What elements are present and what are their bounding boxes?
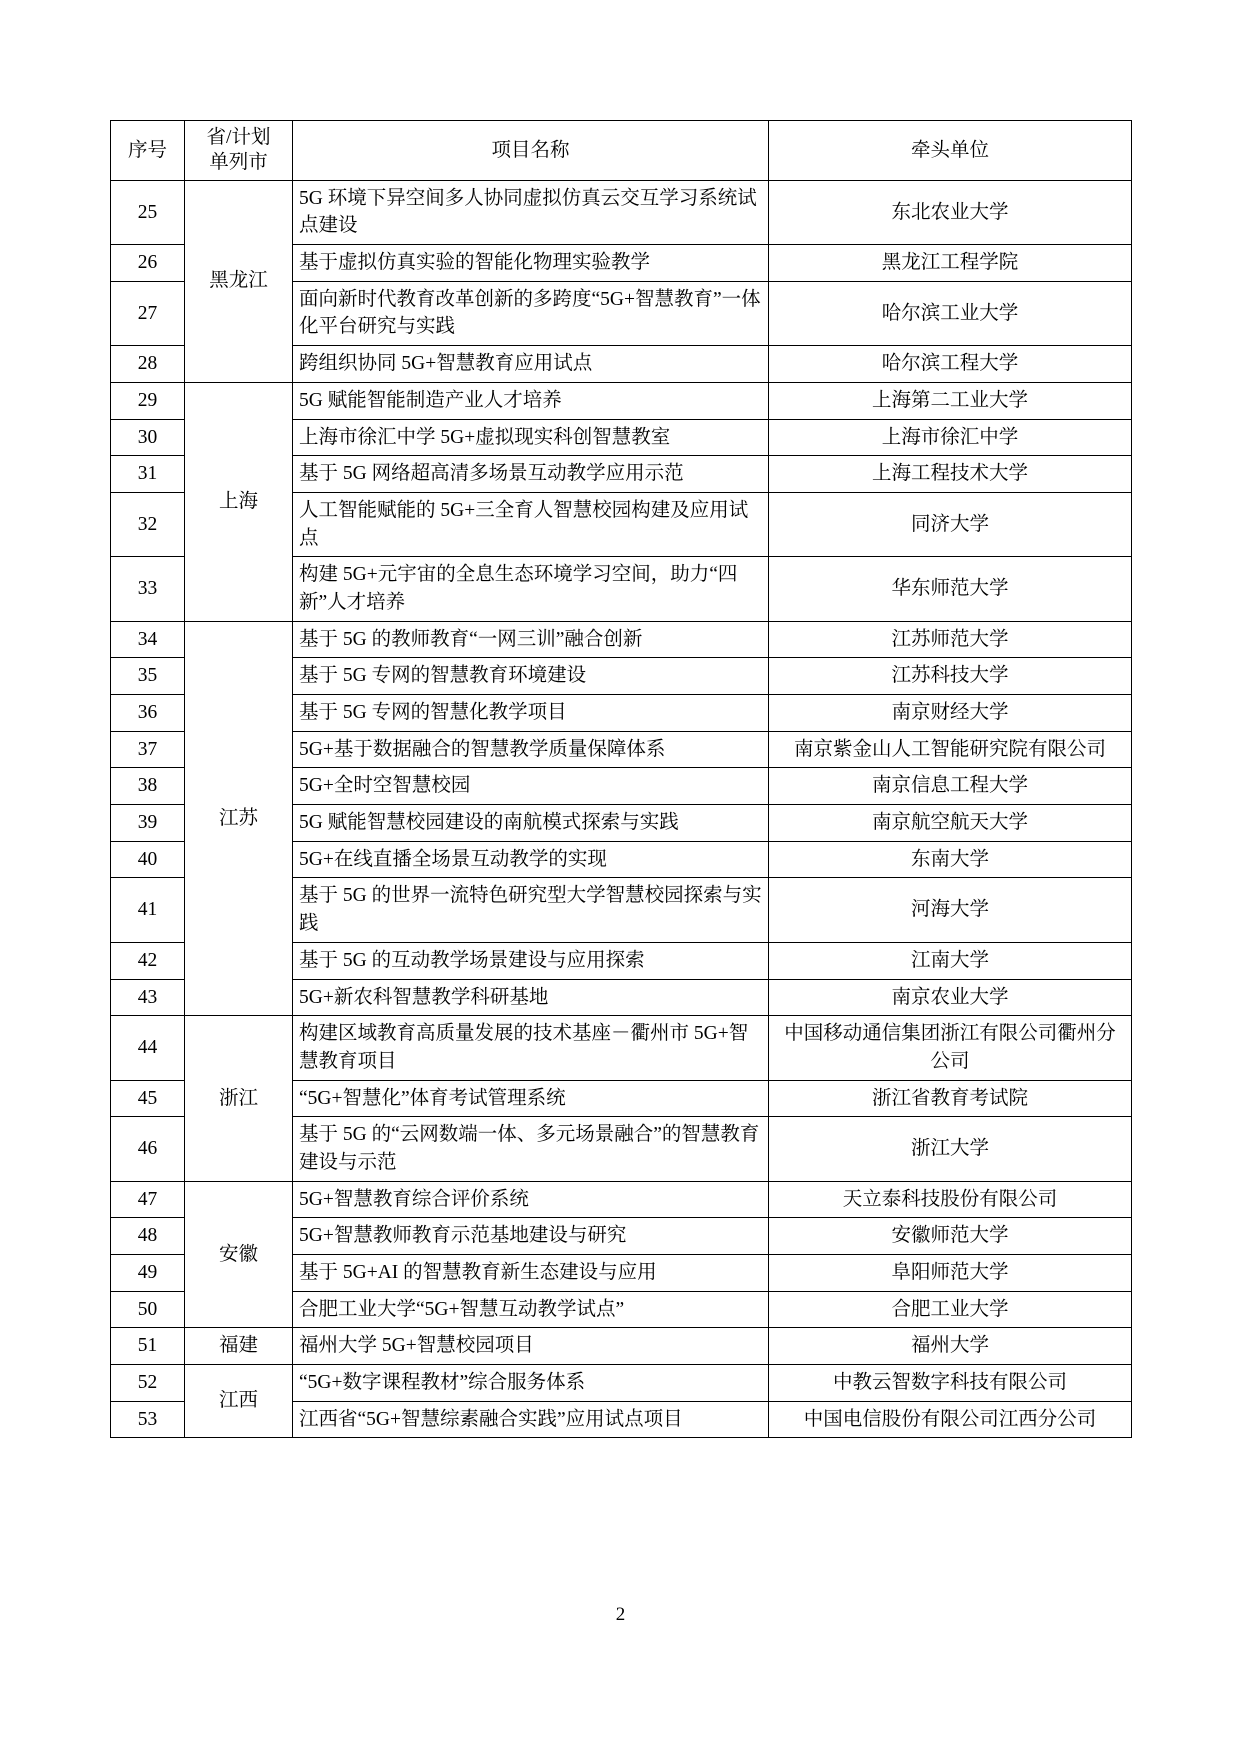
table-row bbox=[111, 621, 1132, 658]
cell-project: 上海市徐汇中学 5G+虚拟现实科创智慧教室 bbox=[293, 419, 769, 456]
cell-unit: 哈尔滨工业大学 bbox=[769, 281, 1132, 345]
table-row bbox=[111, 382, 1132, 419]
cell-seq: 33 bbox=[111, 557, 185, 621]
cell-unit: 华东师范大学 bbox=[769, 557, 1132, 621]
cell-unit: 中国电信股份有限公司江西分公司 bbox=[769, 1401, 1132, 1438]
cell-unit: 浙江大学 bbox=[769, 1117, 1132, 1181]
page-number: 2 bbox=[615, 1604, 626, 1625]
cell-project: 5G+基于数据融合的智慧教学质量保障体系 bbox=[293, 731, 769, 768]
cell-unit: 南京财经大学 bbox=[769, 695, 1132, 732]
cell-project: 福州大学 5G+智慧校园项目 bbox=[293, 1328, 769, 1365]
cell-province: 江西 bbox=[185, 1365, 293, 1438]
cell-province: 上海 bbox=[185, 382, 293, 621]
table-row bbox=[111, 1181, 1132, 1218]
cell-seq: 42 bbox=[111, 942, 185, 979]
cell-project: “5G+数字课程教材”综合服务体系 bbox=[293, 1365, 769, 1402]
cell-unit: 合肥工业大学 bbox=[769, 1291, 1132, 1328]
cell-project: 5G 赋能智慧校园建设的南航模式探索与实践 bbox=[293, 805, 769, 842]
cell-unit: 天立泰科技股份有限公司 bbox=[769, 1181, 1132, 1218]
cell-project: 5G+全时空智慧校园 bbox=[293, 768, 769, 805]
cell-project: 面向新时代教育改革创新的多跨度“5G+智慧教育”一体化平台研究与实践 bbox=[293, 281, 769, 345]
cell-project: 合肥工业大学“5G+智慧互动教学试点” bbox=[293, 1291, 769, 1328]
cell-project: 人工智能赋能的 5G+三全育人智慧校园构建及应用试点 bbox=[293, 492, 769, 556]
cell-unit: 黑龙江工程学院 bbox=[769, 245, 1132, 282]
cell-unit: 东北农业大学 bbox=[769, 180, 1132, 244]
cell-project: 基于 5G 专网的智慧教育环境建设 bbox=[293, 658, 769, 695]
cell-seq: 43 bbox=[111, 979, 185, 1016]
header-project: 项目名称 bbox=[293, 121, 769, 181]
cell-project: 基于 5G 的互动教学场景建设与应用探索 bbox=[293, 942, 769, 979]
cell-project: 5G 环境下异空间多人协同虚拟仿真云交互学习系统试点建设 bbox=[293, 180, 769, 244]
cell-project: 基于虚拟仿真实验的智能化物理实验教学 bbox=[293, 245, 769, 282]
header-unit: 牵头单位 bbox=[769, 121, 1132, 181]
cell-seq: 40 bbox=[111, 841, 185, 878]
cell-seq: 38 bbox=[111, 768, 185, 805]
cell-unit: 南京紫金山人工智能研究院有限公司 bbox=[769, 731, 1132, 768]
cell-seq: 36 bbox=[111, 695, 185, 732]
cell-seq: 51 bbox=[111, 1328, 185, 1365]
cell-unit: 安徽师范大学 bbox=[769, 1218, 1132, 1255]
cell-seq: 32 bbox=[111, 492, 185, 556]
cell-unit: 南京信息工程大学 bbox=[769, 768, 1132, 805]
cell-seq: 52 bbox=[111, 1365, 185, 1402]
cell-seq: 41 bbox=[111, 878, 185, 942]
cell-seq: 49 bbox=[111, 1255, 185, 1292]
cell-unit: 福州大学 bbox=[769, 1328, 1132, 1365]
cell-seq: 47 bbox=[111, 1181, 185, 1218]
header-province bbox=[185, 121, 293, 181]
cell-seq: 45 bbox=[111, 1080, 185, 1117]
cell-unit: 中国移动通信集团浙江有限公司衢州分公司 bbox=[769, 1016, 1132, 1080]
cell-project: 基于 5G 专网的智慧化教学项目 bbox=[293, 695, 769, 732]
cell-unit: 上海工程技术大学 bbox=[769, 456, 1132, 493]
cell-seq: 28 bbox=[111, 346, 185, 383]
cell-project: “5G+智慧化”体育考试管理系统 bbox=[293, 1080, 769, 1117]
table-row bbox=[111, 180, 1132, 244]
cell-seq: 35 bbox=[111, 658, 185, 695]
cell-unit: 中教云智数字科技有限公司 bbox=[769, 1365, 1132, 1402]
cell-seq: 29 bbox=[111, 382, 185, 419]
cell-unit: 南京农业大学 bbox=[769, 979, 1132, 1016]
cell-unit: 同济大学 bbox=[769, 492, 1132, 556]
cell-seq: 25 bbox=[111, 180, 185, 244]
cell-unit: 江苏师范大学 bbox=[769, 621, 1132, 658]
cell-province: 安徽 bbox=[185, 1181, 293, 1328]
cell-seq: 44 bbox=[111, 1016, 185, 1080]
cell-project: 5G+新农科智慧教学科研基地 bbox=[293, 979, 769, 1016]
cell-unit: 河海大学 bbox=[769, 878, 1132, 942]
cell-project: 构建区域教育高质量发展的技术基座－衢州市 5G+智慧教育项目 bbox=[293, 1016, 769, 1080]
cell-project: 基于 5G+AI 的智慧教育新生态建设与应用 bbox=[293, 1255, 769, 1292]
table-body bbox=[111, 121, 1132, 1438]
cell-seq: 53 bbox=[111, 1401, 185, 1438]
cell-seq: 37 bbox=[111, 731, 185, 768]
cell-unit: 江苏科技大学 bbox=[769, 658, 1132, 695]
table-row bbox=[111, 1016, 1132, 1080]
cell-province: 福建 bbox=[185, 1328, 293, 1365]
cell-unit: 上海市徐汇中学 bbox=[769, 419, 1132, 456]
cell-unit: 上海第二工业大学 bbox=[769, 382, 1132, 419]
cell-seq: 27 bbox=[111, 281, 185, 345]
cell-unit: 江南大学 bbox=[769, 942, 1132, 979]
cell-project: 基于 5G 的教师教育“一网三训”融合创新 bbox=[293, 621, 769, 658]
cell-seq: 34 bbox=[111, 621, 185, 658]
cell-unit: 阜阳师范大学 bbox=[769, 1255, 1132, 1292]
cell-project: 基于 5G 网络超高清多场景互动教学应用示范 bbox=[293, 456, 769, 493]
table-row bbox=[111, 1328, 1132, 1365]
header-seq: 序号 bbox=[111, 121, 185, 181]
cell-project: 5G+智慧教师教育示范基地建设与研究 bbox=[293, 1218, 769, 1255]
cell-project: 5G 赋能智能制造产业人才培养 bbox=[293, 382, 769, 419]
cell-unit: 哈尔滨工程大学 bbox=[769, 346, 1132, 383]
header-province-line2: 单列市 bbox=[209, 152, 268, 174]
cell-seq: 39 bbox=[111, 805, 185, 842]
table-header-row bbox=[111, 121, 1132, 181]
cell-seq: 48 bbox=[111, 1218, 185, 1255]
cell-seq: 30 bbox=[111, 419, 185, 456]
cell-province: 江苏 bbox=[185, 621, 293, 1016]
cell-unit: 南京航空航天大学 bbox=[769, 805, 1132, 842]
cell-project: 构建 5G+元宇宙的全息生态环境学习空间，助力“四新”人才培养 bbox=[293, 557, 769, 621]
cell-project: 5G+在线直播全场景互动教学的实现 bbox=[293, 841, 769, 878]
cell-project: 5G+智慧教育综合评价系统 bbox=[293, 1181, 769, 1218]
project-list-table bbox=[110, 120, 1132, 1438]
cell-seq: 26 bbox=[111, 245, 185, 282]
cell-unit: 浙江省教育考试院 bbox=[769, 1080, 1132, 1117]
cell-province: 浙江 bbox=[185, 1016, 293, 1181]
cell-province: 黑龙江 bbox=[185, 180, 293, 382]
table-row bbox=[111, 1365, 1132, 1402]
cell-project: 跨组织协同 5G+智慧教育应用试点 bbox=[293, 346, 769, 383]
header-province-line1: 省/计划 bbox=[206, 127, 271, 148]
cell-project: 基于 5G 的世界一流特色研究型大学智慧校园探索与实践 bbox=[293, 878, 769, 942]
cell-project: 基于 5G 的“云网数端一体、多元场景融合”的智慧教育建设与示范 bbox=[293, 1117, 769, 1181]
cell-seq: 50 bbox=[111, 1291, 185, 1328]
cell-project: 江西省“5G+智慧综素融合实践”应用试点项目 bbox=[293, 1401, 769, 1438]
cell-unit: 东南大学 bbox=[769, 841, 1132, 878]
cell-seq: 31 bbox=[111, 456, 185, 493]
cell-seq: 46 bbox=[111, 1117, 185, 1181]
